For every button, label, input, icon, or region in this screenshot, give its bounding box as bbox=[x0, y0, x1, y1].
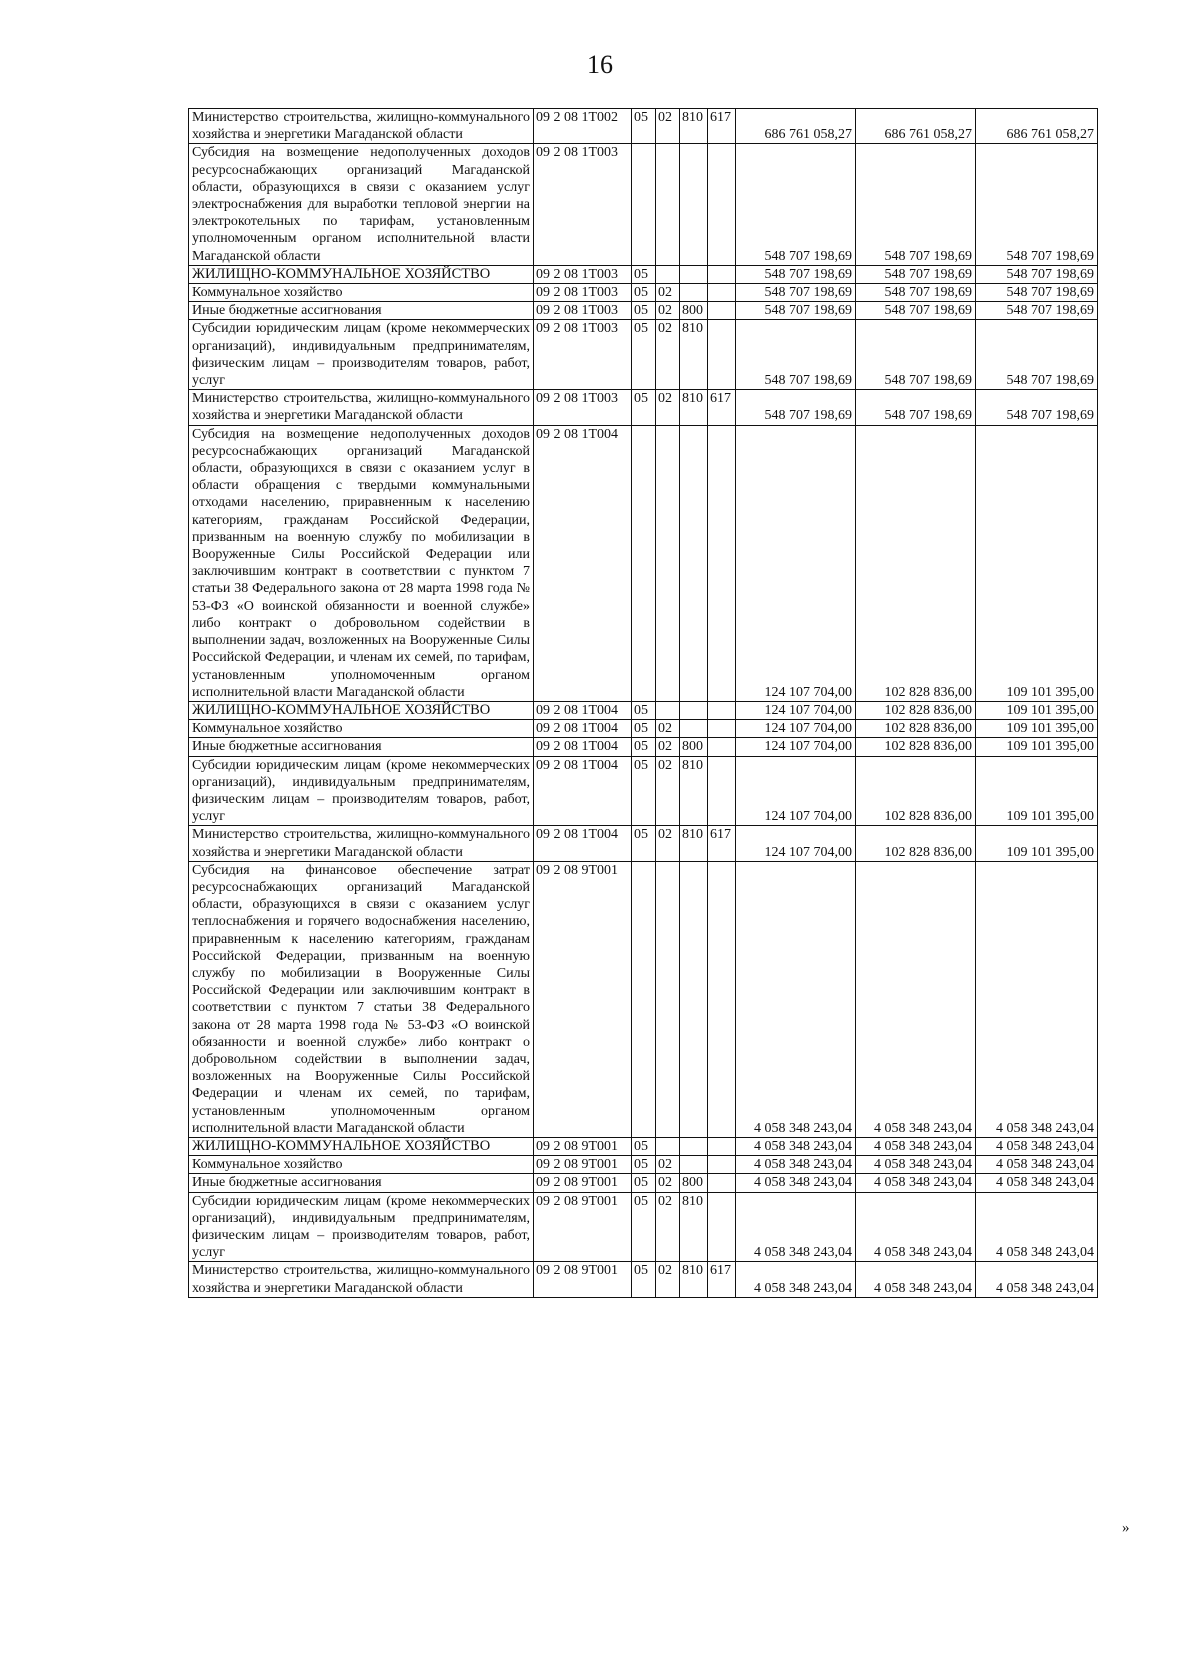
target-article-cell: 09 2 08 9Т001 bbox=[534, 1262, 632, 1297]
target-article-cell: 09 2 08 1Т003 bbox=[534, 302, 632, 320]
expense-type-cell: 810 bbox=[680, 1192, 708, 1262]
amount-year-2-cell: 102 828 836,00 bbox=[856, 701, 976, 719]
amount-year-3-cell: 4 058 348 243,04 bbox=[976, 1192, 1098, 1262]
amount-year-2-cell: 102 828 836,00 bbox=[856, 720, 976, 738]
section-cell: 05 bbox=[632, 738, 656, 756]
amount-year-3-cell: 548 707 198,69 bbox=[976, 284, 1098, 302]
row-name-cell: Коммунальное хозяйство bbox=[189, 1156, 534, 1174]
row-name-cell: Министерство строительства, жилищно-коммунального хозяйства и энергетики Магаданской области bbox=[189, 109, 534, 144]
target-article-cell: 09 2 08 9Т001 bbox=[534, 1137, 632, 1155]
table-row bbox=[189, 826, 1098, 861]
subsection-cell: 02 bbox=[656, 738, 680, 756]
amount-year-3-cell: 4 058 348 243,04 bbox=[976, 1137, 1098, 1155]
amount-year-1-cell: 4 058 348 243,04 bbox=[736, 1262, 856, 1297]
row-name-cell: Субсидия на финансовое обеспечение затрат ресурсоснабжающих организаций Магаданской области, образующихся в связи с оказанием услуг теплоснабжения и горячего водоснабжения населению, приравненным к населению категориям, гражданам Российской Федерации, призванным на военную службу по мобилизации в Вооруженные Силы Российской Федерации или заключившим контракт в соответствии с пунктом 7 статьи 38 Федерального закона от 28 марта 1998 года № 53-ФЗ «О воинской обязанности и военной службе» либо контракт о добровольном содействии в выполнении задач, возложенных на Вооруженные Силы Российской Федерации и членам их семей, по тарифам, установленным уполномоченным органом исполнительной власти Магаданской области bbox=[189, 861, 534, 1137]
amount-year-1-cell: 124 107 704,00 bbox=[736, 701, 856, 719]
table-row bbox=[189, 109, 1098, 144]
row-name-cell: ЖИЛИЩНО-КОММУНАЛЬНОЕ ХОЗЯЙСТВО bbox=[189, 701, 534, 719]
main-administrator-cell bbox=[708, 1137, 736, 1155]
table-row bbox=[189, 1192, 1098, 1262]
amount-year-1-cell: 548 707 198,69 bbox=[736, 284, 856, 302]
main-administrator-cell bbox=[708, 144, 736, 265]
expense-type-cell bbox=[680, 861, 708, 1137]
expense-type-cell: 810 bbox=[680, 1262, 708, 1297]
target-article-cell: 09 2 08 9Т001 bbox=[534, 1174, 632, 1192]
expense-type-cell bbox=[680, 701, 708, 719]
main-administrator-cell: 617 bbox=[708, 109, 736, 144]
main-administrator-cell: 617 bbox=[708, 390, 736, 425]
amount-year-2-cell: 4 058 348 243,04 bbox=[856, 1262, 976, 1297]
subsection-cell bbox=[656, 144, 680, 265]
amount-year-2-cell: 4 058 348 243,04 bbox=[856, 1192, 976, 1262]
amount-year-2-cell: 102 828 836,00 bbox=[856, 826, 976, 861]
amount-year-2-cell: 548 707 198,69 bbox=[856, 302, 976, 320]
amount-year-3-cell: 4 058 348 243,04 bbox=[976, 1156, 1098, 1174]
section-cell: 05 bbox=[632, 826, 656, 861]
amount-year-2-cell: 102 828 836,00 bbox=[856, 738, 976, 756]
main-administrator-cell bbox=[708, 425, 736, 701]
target-article-cell: 09 2 08 1Т004 bbox=[534, 720, 632, 738]
target-article-cell: 09 2 08 9Т001 bbox=[534, 861, 632, 1137]
amount-year-2-cell: 4 058 348 243,04 bbox=[856, 1174, 976, 1192]
main-administrator-cell bbox=[708, 302, 736, 320]
amount-year-3-cell: 109 101 395,00 bbox=[976, 720, 1098, 738]
row-name-cell: Министерство строительства, жилищно-коммунального хозяйства и энергетики Магаданской области bbox=[189, 390, 534, 425]
expense-type-cell bbox=[680, 265, 708, 283]
amount-year-3-cell: 4 058 348 243,04 bbox=[976, 1262, 1098, 1297]
section-cell: 05 bbox=[632, 1174, 656, 1192]
amount-year-3-cell: 4 058 348 243,04 bbox=[976, 861, 1098, 1137]
main-administrator-cell bbox=[708, 861, 736, 1137]
row-name-cell: Субсидии юридическим лицам (кроме некоммерческих организаций), индивидуальным предпринимателям, физическим лицам – производителям товаров, работ, услуг bbox=[189, 1192, 534, 1262]
expense-type-cell: 800 bbox=[680, 302, 708, 320]
amount-year-2-cell: 4 058 348 243,04 bbox=[856, 1156, 976, 1174]
main-administrator-cell bbox=[708, 284, 736, 302]
amount-year-3-cell: 109 101 395,00 bbox=[976, 756, 1098, 826]
main-administrator-cell bbox=[708, 320, 736, 390]
main-administrator-cell: 617 bbox=[708, 826, 736, 861]
table-row bbox=[189, 720, 1098, 738]
row-name-cell: Коммунальное хозяйство bbox=[189, 284, 534, 302]
table-row bbox=[189, 320, 1098, 390]
target-article-cell: 09 2 08 1Т002 bbox=[534, 109, 632, 144]
amount-year-1-cell: 124 107 704,00 bbox=[736, 756, 856, 826]
table-row bbox=[189, 1156, 1098, 1174]
subsection-cell: 02 bbox=[656, 320, 680, 390]
target-article-cell: 09 2 08 1Т003 bbox=[534, 284, 632, 302]
row-name-cell: Иные бюджетные ассигнования bbox=[189, 738, 534, 756]
expense-type-cell bbox=[680, 1156, 708, 1174]
row-name-cell: Иные бюджетные ассигнования bbox=[189, 1174, 534, 1192]
table-row bbox=[189, 302, 1098, 320]
table-row bbox=[189, 265, 1098, 283]
row-name-cell: Субсидия на возмещение недополученных доходов ресурсоснабжающих организаций Магаданской области, образующихся в связи с оказанием услуг в области обращения с твердыми коммунальными отходами населению, приравненным к населению категориям, гражданам Российской Федерации, призванным на военную службу по мобилизации в Вооруженные Силы Российской Федерации или заключившим контракт в соответствии с пунктом 7 статьи 38 Федерального закона от 28 марта 1998 года № 53-ФЗ «О воинской обязанности и военной службе» либо контракт о добровольном содействии в выполнении задач, возложенных на Вооруженные Силы Российской Федерации, и членам их семей, по тарифам, установленным уполномоченным органом исполнительной власти Магаданской области bbox=[189, 425, 534, 701]
row-name-cell: Иные бюджетные ассигнования bbox=[189, 302, 534, 320]
target-article-cell: 09 2 08 1Т004 bbox=[534, 701, 632, 719]
amount-year-3-cell: 548 707 198,69 bbox=[976, 302, 1098, 320]
expense-type-cell: 810 bbox=[680, 826, 708, 861]
amount-year-3-cell: 109 101 395,00 bbox=[976, 738, 1098, 756]
amount-year-1-cell: 548 707 198,69 bbox=[736, 302, 856, 320]
section-cell: 05 bbox=[632, 390, 656, 425]
main-administrator-cell bbox=[708, 720, 736, 738]
expense-type-cell bbox=[680, 284, 708, 302]
amount-year-3-cell: 548 707 198,69 bbox=[976, 265, 1098, 283]
subsection-cell: 02 bbox=[656, 1262, 680, 1297]
section-cell: 05 bbox=[632, 1137, 656, 1155]
section-cell bbox=[632, 861, 656, 1137]
subsection-cell bbox=[656, 861, 680, 1137]
main-administrator-cell bbox=[708, 738, 736, 756]
amount-year-3-cell: 548 707 198,69 bbox=[976, 320, 1098, 390]
section-cell bbox=[632, 144, 656, 265]
amount-year-3-cell: 109 101 395,00 bbox=[976, 701, 1098, 719]
section-cell: 05 bbox=[632, 302, 656, 320]
amount-year-2-cell: 548 707 198,69 bbox=[856, 265, 976, 283]
amount-year-3-cell: 548 707 198,69 bbox=[976, 144, 1098, 265]
expense-type-cell: 800 bbox=[680, 738, 708, 756]
subsection-cell bbox=[656, 425, 680, 701]
main-administrator-cell bbox=[708, 265, 736, 283]
expense-type-cell: 810 bbox=[680, 390, 708, 425]
subsection-cell: 02 bbox=[656, 826, 680, 861]
target-article-cell: 09 2 08 1Т004 bbox=[534, 738, 632, 756]
table-row bbox=[189, 1174, 1098, 1192]
closing-quote-mark: » bbox=[1122, 1520, 1130, 1536]
amount-year-2-cell: 4 058 348 243,04 bbox=[856, 1137, 976, 1155]
section-cell: 05 bbox=[632, 1262, 656, 1297]
section-cell: 05 bbox=[632, 109, 656, 144]
amount-year-1-cell: 124 107 704,00 bbox=[736, 720, 856, 738]
amount-year-2-cell: 548 707 198,69 bbox=[856, 320, 976, 390]
table-row bbox=[189, 1262, 1098, 1297]
target-article-cell: 09 2 08 1Т004 bbox=[534, 425, 632, 701]
row-name-cell: Субсидия на возмещение недополученных доходов ресурсоснабжающих организаций Магаданской области, образующихся в связи с оказанием услуг электроснабжения для выработки тепловой энергии на электрокотельных по тарифам, установленным уполномоченным органом исполнительной власти Магаданской области bbox=[189, 144, 534, 265]
subsection-cell: 02 bbox=[656, 720, 680, 738]
target-article-cell: 09 2 08 1Т004 bbox=[534, 756, 632, 826]
expense-type-cell: 810 bbox=[680, 756, 708, 826]
amount-year-1-cell: 686 761 058,27 bbox=[736, 109, 856, 144]
target-article-cell: 09 2 08 1Т003 bbox=[534, 390, 632, 425]
main-administrator-cell bbox=[708, 756, 736, 826]
target-article-cell: 09 2 08 1Т003 bbox=[534, 265, 632, 283]
expense-type-cell: 810 bbox=[680, 320, 708, 390]
expense-type-cell: 810 bbox=[680, 109, 708, 144]
amount-year-3-cell: 109 101 395,00 bbox=[976, 826, 1098, 861]
section-cell: 05 bbox=[632, 265, 656, 283]
table-row bbox=[189, 390, 1098, 425]
amount-year-3-cell: 4 058 348 243,04 bbox=[976, 1174, 1098, 1192]
row-name-cell: ЖИЛИЩНО-КОММУНАЛЬНОЕ ХОЗЯЙСТВО bbox=[189, 1137, 534, 1155]
subsection-cell: 02 bbox=[656, 756, 680, 826]
section-cell: 05 bbox=[632, 756, 656, 826]
amount-year-2-cell: 686 761 058,27 bbox=[856, 109, 976, 144]
subsection-cell bbox=[656, 1137, 680, 1155]
expense-type-cell bbox=[680, 720, 708, 738]
budget-table bbox=[188, 108, 1098, 1298]
target-article-cell: 09 2 08 9Т001 bbox=[534, 1192, 632, 1262]
target-article-cell: 09 2 08 9Т001 bbox=[534, 1156, 632, 1174]
subsection-cell bbox=[656, 701, 680, 719]
main-administrator-cell bbox=[708, 701, 736, 719]
amount-year-2-cell: 548 707 198,69 bbox=[856, 144, 976, 265]
expense-type-cell bbox=[680, 425, 708, 701]
amount-year-2-cell: 102 828 836,00 bbox=[856, 425, 976, 701]
section-cell: 05 bbox=[632, 1192, 656, 1262]
amount-year-3-cell: 548 707 198,69 bbox=[976, 390, 1098, 425]
main-administrator-cell bbox=[708, 1192, 736, 1262]
expense-type-cell bbox=[680, 144, 708, 265]
subsection-cell: 02 bbox=[656, 302, 680, 320]
amount-year-2-cell: 548 707 198,69 bbox=[856, 284, 976, 302]
section-cell: 05 bbox=[632, 320, 656, 390]
target-article-cell: 09 2 08 1Т003 bbox=[534, 144, 632, 265]
section-cell: 05 bbox=[632, 701, 656, 719]
amount-year-1-cell: 4 058 348 243,04 bbox=[736, 1137, 856, 1155]
amount-year-1-cell: 4 058 348 243,04 bbox=[736, 1156, 856, 1174]
target-article-cell: 09 2 08 1Т004 bbox=[534, 826, 632, 861]
amount-year-2-cell: 4 058 348 243,04 bbox=[856, 861, 976, 1137]
main-administrator-cell: 617 bbox=[708, 1262, 736, 1297]
table-row bbox=[189, 284, 1098, 302]
row-name-cell: Коммунальное хозяйство bbox=[189, 720, 534, 738]
table-row bbox=[189, 756, 1098, 826]
row-name-cell: Субсидии юридическим лицам (кроме некоммерческих организаций), индивидуальным предпринимателям, физическим лицам – производителям товаров, работ, услуг bbox=[189, 320, 534, 390]
row-name-cell: ЖИЛИЩНО-КОММУНАЛЬНОЕ ХОЗЯЙСТВО bbox=[189, 265, 534, 283]
amount-year-1-cell: 548 707 198,69 bbox=[736, 320, 856, 390]
amount-year-1-cell: 548 707 198,69 bbox=[736, 265, 856, 283]
subsection-cell: 02 bbox=[656, 1156, 680, 1174]
subsection-cell: 02 bbox=[656, 109, 680, 144]
table-body bbox=[189, 109, 1098, 1298]
page-number: 16 bbox=[587, 50, 613, 79]
table-row bbox=[189, 1137, 1098, 1155]
row-name-cell: Субсидии юридическим лицам (кроме некоммерческих организаций), индивидуальным предпринимателям, физическим лицам – производителям товаров, работ, услуг bbox=[189, 756, 534, 826]
amount-year-1-cell: 4 058 348 243,04 bbox=[736, 861, 856, 1137]
row-name-cell: Министерство строительства, жилищно-коммунального хозяйства и энергетики Магаданской области bbox=[189, 1262, 534, 1297]
row-name-cell: Министерство строительства, жилищно-коммунального хозяйства и энергетики Магаданской области bbox=[189, 826, 534, 861]
subsection-cell bbox=[656, 265, 680, 283]
amount-year-1-cell: 124 107 704,00 bbox=[736, 425, 856, 701]
amount-year-1-cell: 548 707 198,69 bbox=[736, 144, 856, 265]
amount-year-3-cell: 109 101 395,00 bbox=[976, 425, 1098, 701]
table-row bbox=[189, 861, 1098, 1137]
amount-year-3-cell: 686 761 058,27 bbox=[976, 109, 1098, 144]
subsection-cell: 02 bbox=[656, 284, 680, 302]
main-administrator-cell bbox=[708, 1174, 736, 1192]
amount-year-2-cell: 102 828 836,00 bbox=[856, 756, 976, 826]
subsection-cell: 02 bbox=[656, 1174, 680, 1192]
table-row bbox=[189, 425, 1098, 701]
subsection-cell: 02 bbox=[656, 1192, 680, 1262]
amount-year-1-cell: 124 107 704,00 bbox=[736, 826, 856, 861]
amount-year-1-cell: 124 107 704,00 bbox=[736, 738, 856, 756]
subsection-cell: 02 bbox=[656, 390, 680, 425]
section-cell: 05 bbox=[632, 1156, 656, 1174]
table-row bbox=[189, 144, 1098, 265]
amount-year-1-cell: 4 058 348 243,04 bbox=[736, 1174, 856, 1192]
target-article-cell: 09 2 08 1Т003 bbox=[534, 320, 632, 390]
section-cell bbox=[632, 425, 656, 701]
amount-year-1-cell: 548 707 198,69 bbox=[736, 390, 856, 425]
section-cell: 05 bbox=[632, 720, 656, 738]
table-row bbox=[189, 738, 1098, 756]
expense-type-cell bbox=[680, 1137, 708, 1155]
table-row bbox=[189, 701, 1098, 719]
amount-year-2-cell: 548 707 198,69 bbox=[856, 390, 976, 425]
expense-type-cell: 800 bbox=[680, 1174, 708, 1192]
section-cell: 05 bbox=[632, 284, 656, 302]
amount-year-1-cell: 4 058 348 243,04 bbox=[736, 1192, 856, 1262]
main-administrator-cell bbox=[708, 1156, 736, 1174]
